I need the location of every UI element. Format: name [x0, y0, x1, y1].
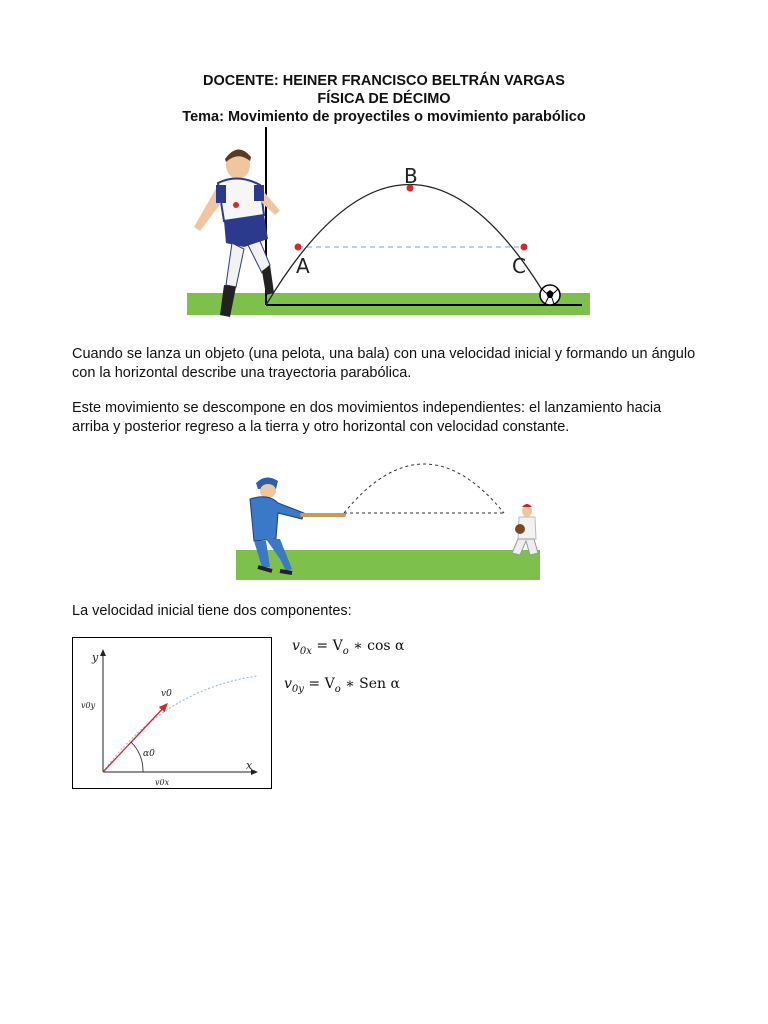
dashed-arc-path	[344, 464, 504, 513]
v0-label: v0	[161, 689, 172, 699]
v0y-label: v0y	[81, 701, 96, 710]
point-c	[521, 244, 528, 251]
eq2-op: ∗ Sen α	[340, 676, 400, 692]
paragraph-intro: Cuando se lanza un objeto (una pelota, una bala) con una velocidad inicial y formando un ángulo con la horizontal describe una trayectoria parabólica.	[72, 346, 696, 381]
angle-label: α0	[143, 749, 155, 759]
x-axis-label: x	[246, 759, 253, 772]
point-a	[295, 244, 302, 251]
topic-title: Tema: Movimiento de proyectiles o movimiento parabólico	[182, 109, 586, 125]
v0-vector	[103, 704, 167, 772]
document-header	[0, 72, 768, 126]
equation-v0x	[292, 638, 405, 657]
eq2-rhs-sub: o	[334, 683, 341, 695]
velocity-components-diagram	[73, 638, 271, 788]
eq1-rhs: = V	[316, 638, 343, 654]
catcher-icon	[512, 504, 538, 555]
velocity-components-figure	[72, 637, 272, 789]
paragraph-components: La velocidad inicial tiene dos componentes:	[72, 603, 352, 619]
eq1-rhs-sub: o	[342, 645, 349, 657]
trajectory-path	[103, 676, 257, 772]
eq2-rhs: = V	[308, 676, 335, 692]
parabola-path	[266, 184, 550, 305]
equation-v0y	[284, 676, 400, 695]
course-name: FÍSICA DE DÉCIMO	[317, 91, 451, 107]
soccer-player-icon	[194, 149, 280, 317]
soccer-ball-icon	[540, 285, 560, 305]
label-b: B	[404, 164, 418, 188]
baseball-trajectory-figure	[236, 455, 541, 583]
eq2-lhs: v	[284, 676, 292, 692]
paragraph-decomposition: Este movimiento se descompone en dos movimientos independientes: el lanzamiento hacia arriba y posterior regreso a la tierra y otro horizontal con velocidad constante.	[72, 400, 662, 435]
label-a: A	[296, 254, 310, 278]
eq2-lhs-sub: 0y	[291, 683, 304, 695]
label-c: C	[512, 254, 526, 278]
v0x-label: v0x	[155, 778, 170, 787]
y-axis-label: y	[92, 651, 99, 664]
eq1-lhs: v	[292, 638, 300, 654]
eq1-op: ∗ cos α	[348, 638, 405, 654]
eq1-lhs-sub: 0x	[299, 645, 312, 657]
teacher-name: DOCENTE: HEINER FRANCISCO BELTRÁN VARGAS	[203, 73, 565, 89]
soccer-trajectory-figure	[180, 125, 600, 320]
angle-arc	[131, 742, 143, 772]
